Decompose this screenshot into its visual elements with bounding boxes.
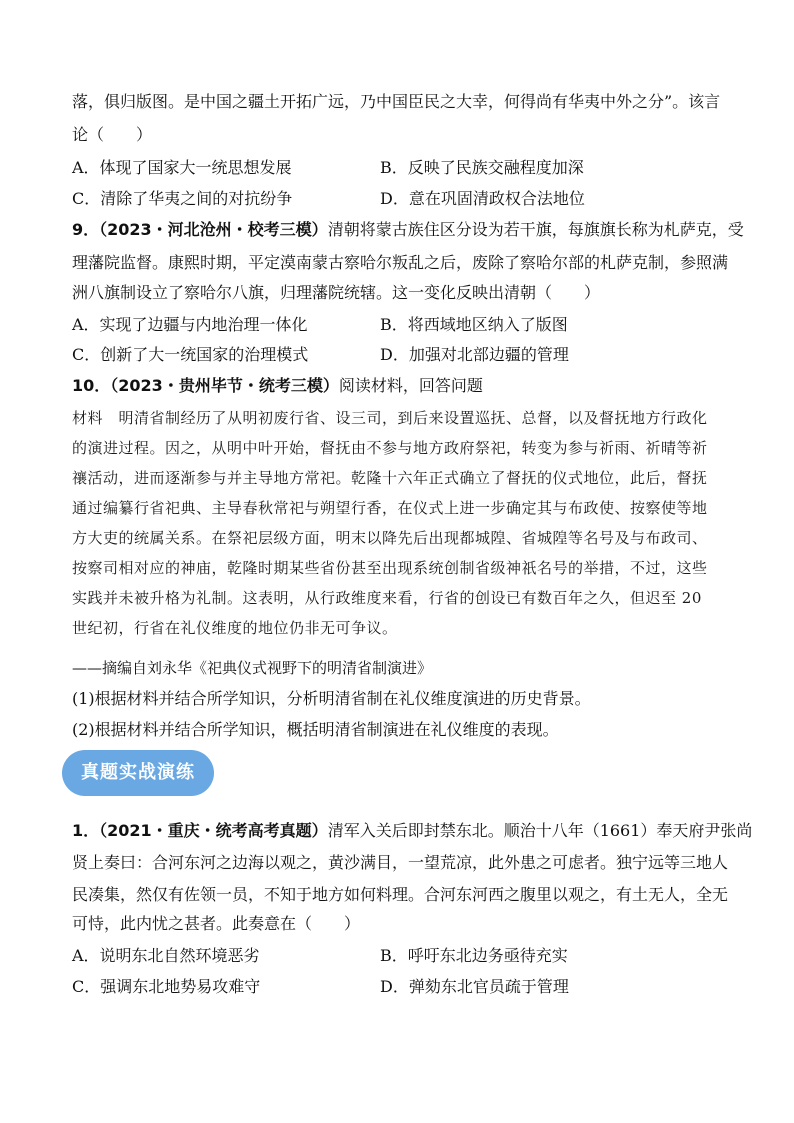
q10-material — [72, 403, 722, 643]
q8-option-d: D．意在巩固清政权合法地位 — [380, 189, 585, 208]
q10-subquestion-2: (2)根据材料并结合所学知识，概括明清省制演进在礼仪维度的表现。 — [72, 720, 559, 739]
q10-subquestion-1: (1)根据材料并结合所学知识，分析明清省制在礼仪维度演进的历史背景。 — [72, 689, 591, 708]
r1-option-d: D．弹劾东北官员疏于管理 — [380, 977, 569, 996]
r1-option-c: C．强调东北地势易攻难守 — [72, 977, 261, 996]
material-line: 世纪初，行省在礼仪维度的地位仍非无可争议。 — [72, 619, 398, 637]
q10-source: （2023・贵州毕节・统考三模） — [110, 376, 339, 395]
q9-option-a: A．实现了边疆与内地治理一体化 — [72, 315, 308, 334]
r1-line-3: 民凑集，然仅有佐领一员，不知于地方如何料理。合河东河西之腹里以观之，有土无人，全无 — [72, 885, 729, 904]
r1-option-b: B．呼吁东北边务亟待充实 — [380, 946, 568, 965]
q9-option-d: D．加强对北部边疆的管理 — [380, 345, 569, 364]
q9-source: （2023・河北沧州・校考三模） — [99, 220, 328, 239]
q9-option-b: B．将西域地区纳入了版图 — [380, 315, 568, 334]
r1-number: 1． — [72, 821, 100, 840]
r1-source: （2021・重庆・统考高考真题） — [99, 821, 328, 840]
q9-option-c: C．创新了大一统国家的治理模式 — [72, 345, 309, 364]
q9-line-3: 洲八旗制设立了察哈尔八旗，归理藩院统辖。这一变化反映出清朝（ ） — [72, 283, 601, 302]
q8-option-a: A．体现了国家大一统思想发展 — [72, 158, 292, 177]
r1-line-4: 可恃，此内忧之甚者。此奏意在（ ） — [72, 914, 361, 933]
q9-number: 9． — [72, 220, 100, 239]
r1-line-1 — [72, 820, 753, 842]
material-line: 实践并未被升格为礼制。这表明，从行政维度来看，行省的创设已有数百年之久，但迟至 20 — [72, 589, 702, 607]
material-line: 禳活动，进而逐渐参与并主导地方常祀。乾隆十六年正式确立了督抚的仪式地位，此后，督抚 — [72, 469, 708, 487]
q8-option-b: B．反映了民族交融程度加深 — [380, 158, 584, 177]
section-title-badge: 真题实战演练 — [62, 750, 214, 796]
q10-number: 10． — [72, 376, 111, 395]
q8-option-c: C．清除了华夷之间的对抗纷争 — [72, 189, 293, 208]
material-line: 方大吏的统属关系。在祭祀层级方面，明末以降先后出现都城隍、省城隍等名号及与布政司、 — [72, 529, 708, 547]
q10-citation: ——摘编自刘永华《祀典仪式视野下的明清省制演进》 — [72, 659, 433, 677]
q10-stem: 阅读材料，回答问题 — [338, 376, 483, 395]
q8-line-2: 论（ ） — [72, 125, 153, 144]
material-line: 材料 明清省制经历了从明初废行省、设三司，到后来设置巡抚、总督，以及督抚地方行政化 — [72, 409, 708, 427]
q9-stem-start: 清朝将蒙古族住区分设为若干旗，每旗旗长称为札萨克，受 — [327, 220, 744, 239]
q10-line-1 — [72, 375, 732, 397]
q8-line-1: 落，俱归版图。是中国之疆土开拓广远，乃中国臣民之大幸，何得尚有华夷中外之分”。该言 — [72, 92, 721, 111]
q9-line-1 — [72, 219, 744, 241]
material-line: 通过编纂行省祀典、主导春秋常祀与朔望行香，在仪式上进一步确定其与布政使、按察使等地 — [72, 499, 708, 517]
material-line: 的演进过程。因之，从明中叶开始，督抚由不参与地方政府祭祀，转变为参与祈雨、祈晴等祈 — [72, 439, 708, 457]
r1-stem-start: 清军入关后即封禁东北。顺治十八年（1661）奉天府尹张尚 — [327, 821, 753, 840]
q9-line-2: 理藩院监督。康熙时期，平定漠南蒙古察哈尔叛乱之后，废除了察哈尔部的札萨克制，参照满 — [72, 253, 729, 272]
material-line: 按察司相对应的神庙，乾隆时期某些省份甚至出现系统创制省级神祇名号的举措，不过，这些 — [72, 559, 708, 577]
r1-option-a: A．说明东北自然环境恶劣 — [72, 946, 260, 965]
r1-line-2: 贤上奏曰：合河东河之边海以观之，黄沙满目，一望荒凉，此外患之可虑者。独宁远等三地人 — [72, 853, 729, 872]
